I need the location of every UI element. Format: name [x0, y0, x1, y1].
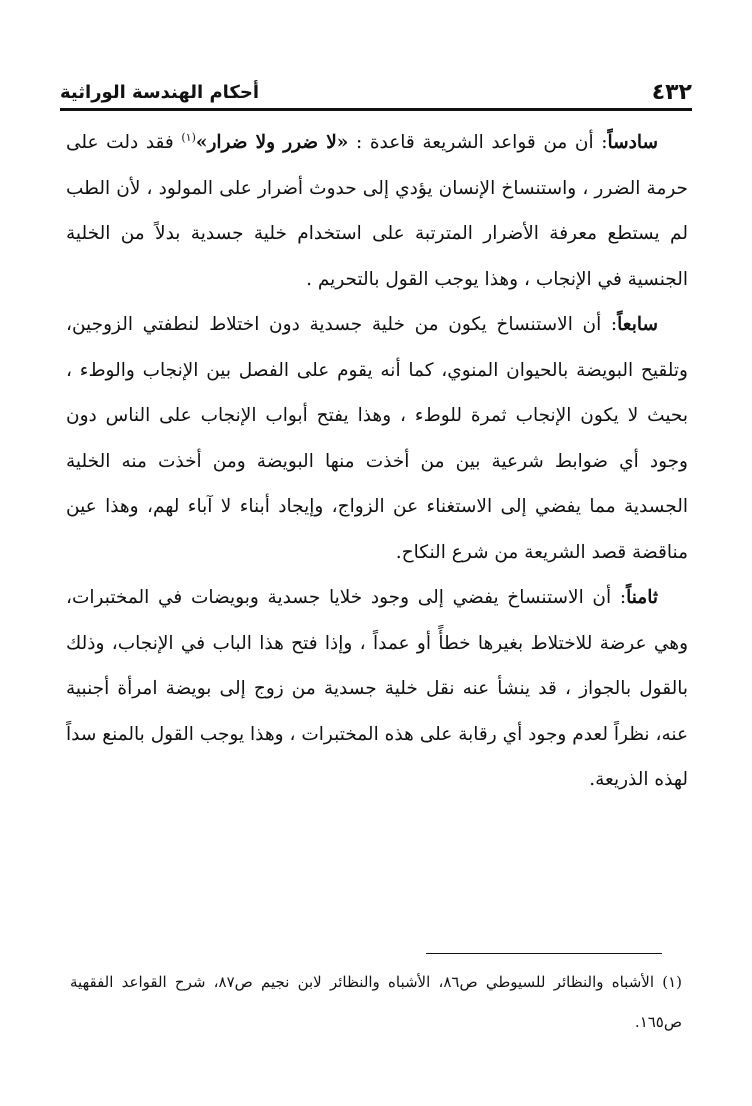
- header-rule: [60, 108, 692, 111]
- hadith-quote: «لا ضرر ولا ضرار»: [195, 132, 349, 153]
- footnote-divider: [426, 953, 662, 954]
- paragraph-seventh: [66, 302, 688, 575]
- footnote: [70, 962, 682, 1042]
- running-title: أحكام الهندسة الوراثية: [60, 82, 260, 103]
- paragraph-lead: ثامناً: [626, 587, 658, 608]
- footnote-reference[interactable]: (١): [181, 130, 196, 144]
- paragraph-lead: سابعاً: [617, 314, 658, 335]
- page-number: ٤٣٢: [651, 80, 692, 105]
- paragraph-eighth: [66, 575, 688, 803]
- paragraph-text: : أن الاستنساخ يفضي إلى وجود خلايا جسدية وبويضات في المختبرات، وهي عرضة للاختلاط بغيرها خطأً أو عمداً ، وإذا فتح هذا الباب في الإنجاب، وذلك بالقول بالجواز ، قد ينشأ عنه نقل خلية جسدية من زوج إلى بويضة امرأة أجنبية عنه، نظراً لعدم وجود أي رقابة على هذه المختبرات ، وهذا يوجب القول بالمنع سداً لهذه الذريعة.: [66, 587, 688, 790]
- paragraph-lead: سادساً: [607, 132, 658, 153]
- paragraph-sixth: [66, 120, 688, 302]
- body-text: [66, 120, 688, 803]
- footnote-text: (١) الأشباه والنظائر للسيوطي ص٨٦، الأشباه والنظائر لابن نجيم ص٨٧، شرح القواعد الفقهية ص١٦٥.: [70, 973, 682, 1031]
- paragraph-text: فقد دلت على حرمة الضرر ، واستنساخ الإنسان يؤدي إلى حدوث أضرار على المولود ، لأن الطب لم يستطع معرفة الأضرار المترتبة على استخدام خلية جسدية بدلاً من الخلية الجنسية في الإنجاب ، وهذا يوجب القول بالتحريم .: [66, 132, 688, 290]
- paragraph-text: : أن من قواعد الشريعة قاعدة :: [348, 132, 608, 153]
- paragraph-text: : أن الاستنساخ يكون من خلية جسدية دون اختلاط لنطفتي الزوجين، وتلقيح البويضة بالحيوان المنوي، كما أنه يقوم على الفصل بين الإنجاب والوطء ، بحيث لا يكون الإنجاب ثمرة للوطء ، وهذا يفتح أبواب الإنجاب على الناس دون وجود أي ضوابط شرعية بين من أخذت منها البويضة ومن أخذت منه الخلية الجسدية مما يفضي إلى الاستغناء عن الزواج، وإيجاد أبناء لا آباء لهم، وهذا عين مناقضة قصد الشريعة من شرع النكاح.: [66, 314, 688, 563]
- page-header: [60, 70, 692, 106]
